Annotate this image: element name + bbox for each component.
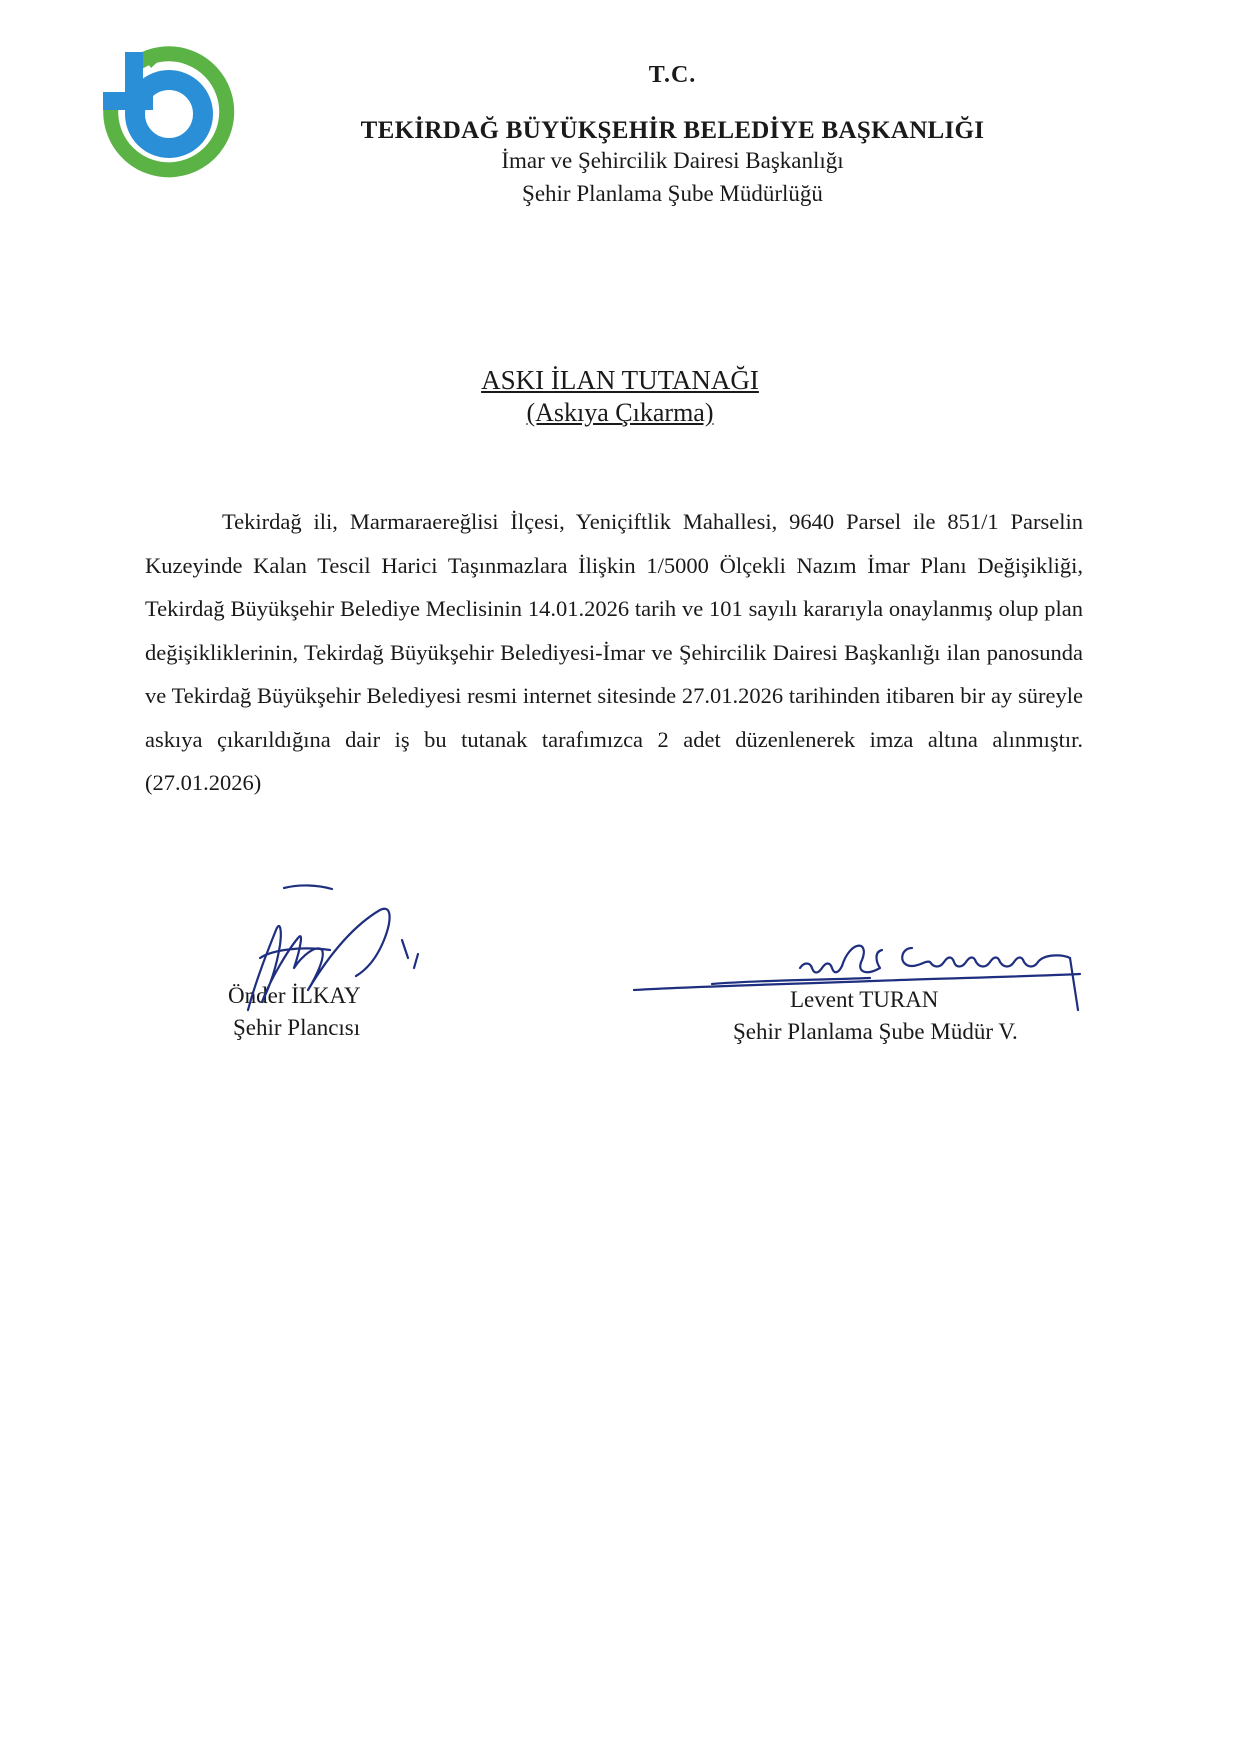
document-body: Tekirdağ ili, Marmaraereğlisi İlçesi, Yeniçiftlik Mahallesi, 9640 Parsel ile 851/1 Parselin Kuzeyinde Kalan Tescil Harici Taşınmazlara İlişkin 1/5000 Ölçekli Nazım İmar Planı Değişikliği, Tekirdağ Büyükşehir Belediye Meclisinin 14.01.2026 tarih ve 101 sayılı kararıyla onaylanmış olup plan değişikliklerinin, Tekirdağ Büyükşehir Belediyesi-İmar ve Şehircilik Dairesi Başkanlığı ilan panosunda ve Tekirdağ Büyükşehir Belediyesi resmi internet sitesinde 27.01.2026 tarihinden itibaren bir ay süreyle askıya çıkarıldığına dair iş bu tutanak tarafımızca 2 adet düzenlenerek imza altına alınmıştır. (27.01.2026) bbox=[145, 509, 1083, 795]
header-unit: Şehir Planlama Şube Müdürlüğü bbox=[522, 181, 823, 206]
header-country: T.C. bbox=[648, 62, 697, 88]
right-signatory-name: Levent TURAN bbox=[790, 987, 939, 1012]
header-department: İmar ve Şehircilik Dairesi Başkanlığı bbox=[501, 148, 844, 173]
document-subtitle: (Askıya Çıkarma) bbox=[526, 398, 714, 427]
right-signatory-title: Şehir Planlama Şube Müdür V. bbox=[733, 1019, 1018, 1044]
document-title: ASKI İLAN TUTANAĞI bbox=[481, 365, 759, 395]
left-signatory-name: Önder İLKAY bbox=[228, 983, 361, 1008]
header-organization: TEKİRDAĞ BÜYÜKŞEHİR BELEDİYE BAŞKANLIĞI bbox=[360, 117, 985, 144]
left-signatory-title: Şehir Plancısı bbox=[233, 1015, 361, 1040]
